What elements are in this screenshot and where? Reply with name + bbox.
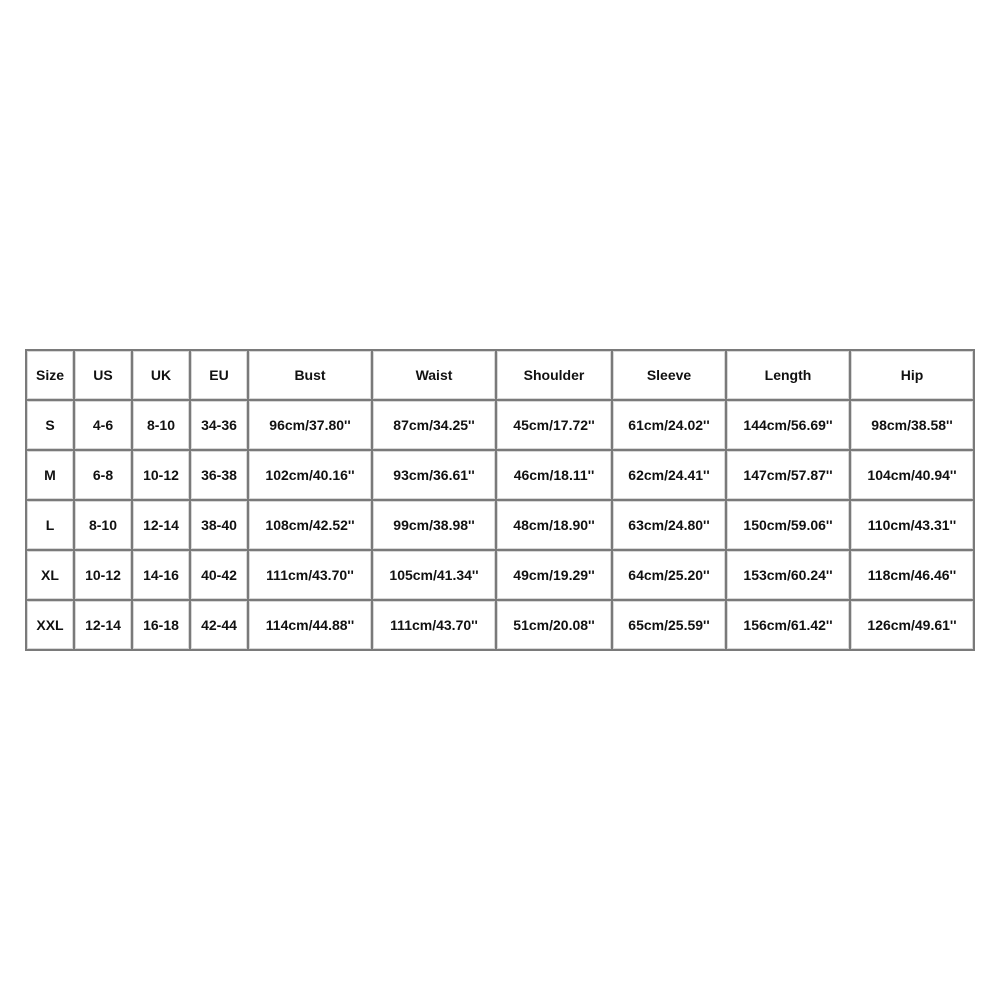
cell-length: 150cm/59.06'' (727, 501, 851, 551)
header-us: US (75, 351, 133, 401)
cell-sleeve: 62cm/24.41'' (613, 451, 727, 501)
cell-sleeve: 64cm/25.20'' (613, 551, 727, 601)
cell-bust: 114cm/44.88'' (249, 601, 373, 651)
size-chart-table (25, 349, 975, 651)
cell-length: 144cm/56.69'' (727, 401, 851, 451)
header-hip: Hip (851, 351, 975, 401)
cell-waist: 93cm/36.61'' (373, 451, 497, 501)
cell-eu: 40-42 (191, 551, 249, 601)
cell-sleeve: 63cm/24.80'' (613, 501, 727, 551)
table-row (27, 551, 975, 601)
header-size: Size (27, 351, 75, 401)
cell-length: 156cm/61.42'' (727, 601, 851, 651)
cell-sleeve: 61cm/24.02'' (613, 401, 727, 451)
cell-bust: 111cm/43.70'' (249, 551, 373, 601)
cell-uk: 14-16 (133, 551, 191, 601)
cell-bust: 108cm/42.52'' (249, 501, 373, 551)
cell-hip: 126cm/49.61'' (851, 601, 975, 651)
cell-us: 8-10 (75, 501, 133, 551)
cell-shoulder: 51cm/20.08'' (497, 601, 613, 651)
cell-uk: 16-18 (133, 601, 191, 651)
cell-uk: 12-14 (133, 501, 191, 551)
cell-us: 10-12 (75, 551, 133, 601)
cell-waist: 111cm/43.70'' (373, 601, 497, 651)
header-uk: UK (133, 351, 191, 401)
table-row (27, 601, 975, 651)
cell-hip: 104cm/40.94'' (851, 451, 975, 501)
cell-shoulder: 45cm/17.72'' (497, 401, 613, 451)
cell-waist: 105cm/41.34'' (373, 551, 497, 601)
cell-eu: 36-38 (191, 451, 249, 501)
cell-uk: 8-10 (133, 401, 191, 451)
cell-size: L (27, 501, 75, 551)
header-shoulder: Shoulder (497, 351, 613, 401)
cell-size: M (27, 451, 75, 501)
cell-sleeve: 65cm/25.59'' (613, 601, 727, 651)
cell-size: XL (27, 551, 75, 601)
header-waist: Waist (373, 351, 497, 401)
cell-length: 147cm/57.87'' (727, 451, 851, 501)
header-row (27, 351, 975, 401)
cell-waist: 99cm/38.98'' (373, 501, 497, 551)
table-row (27, 451, 975, 501)
cell-hip: 98cm/38.58'' (851, 401, 975, 451)
cell-us: 12-14 (75, 601, 133, 651)
cell-eu: 42-44 (191, 601, 249, 651)
cell-us: 4-6 (75, 401, 133, 451)
header-sleeve: Sleeve (613, 351, 727, 401)
cell-uk: 10-12 (133, 451, 191, 501)
cell-shoulder: 46cm/18.11'' (497, 451, 613, 501)
cell-hip: 110cm/43.31'' (851, 501, 975, 551)
cell-bust: 102cm/40.16'' (249, 451, 373, 501)
table-row (27, 401, 975, 451)
cell-eu: 38-40 (191, 501, 249, 551)
cell-eu: 34-36 (191, 401, 249, 451)
table-row (27, 501, 975, 551)
cell-size: S (27, 401, 75, 451)
cell-bust: 96cm/37.80'' (249, 401, 373, 451)
cell-us: 6-8 (75, 451, 133, 501)
cell-waist: 87cm/34.25'' (373, 401, 497, 451)
header-bust: Bust (249, 351, 373, 401)
cell-size: XXL (27, 601, 75, 651)
cell-length: 153cm/60.24'' (727, 551, 851, 601)
cell-shoulder: 49cm/19.29'' (497, 551, 613, 601)
header-eu: EU (191, 351, 249, 401)
header-length: Length (727, 351, 851, 401)
cell-hip: 118cm/46.46'' (851, 551, 975, 601)
cell-shoulder: 48cm/18.90'' (497, 501, 613, 551)
